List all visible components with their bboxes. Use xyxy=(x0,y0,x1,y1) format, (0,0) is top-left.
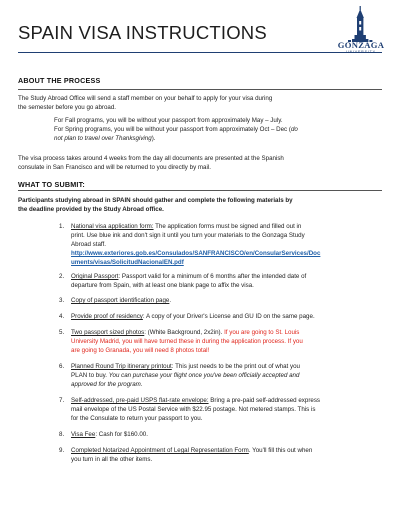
list-item: Completed Notarized Appointment of Legal Representation Form. You'll fill this out when xyxy=(71,447,313,454)
list-item: Planned Round Trip itinerary printout: This just needs to be the print out of what you xyxy=(71,363,300,370)
submit-lead-line-2: the deadline provided by the Study Abroad office. xyxy=(18,206,164,213)
item-number: 5. xyxy=(59,329,65,336)
item-number: 9. xyxy=(59,447,65,454)
list-item-cont: you turn in all the other items. xyxy=(71,456,153,463)
item-number: 4. xyxy=(59,313,65,320)
list-item: Visa Fee: Cash for $160.00. xyxy=(71,431,148,438)
spring-programs-note-cont: not plan to travel over Thanksgiving). xyxy=(54,135,156,142)
list-item: National visa application form: The application forms must be signed and filled out in xyxy=(71,223,302,230)
list-item-cont: approved for the program. xyxy=(71,381,143,388)
list-item: Provide proof of residency: A copy of your Driver's License and GU ID on the same page. xyxy=(71,313,315,320)
about-intro-line-1: The Study Abroad Office will send a staff member on your behalf to apply for your visa during xyxy=(18,95,273,102)
about-intro-line-2: the semester before you go abroad. xyxy=(18,104,117,111)
item-number: 6. xyxy=(59,363,65,370)
fall-programs-note: For Fall programs, you will be without your passport from approximately May – July. xyxy=(54,117,283,124)
photo-warning: University Madrid, you will have turned these in during the application process. If you xyxy=(71,338,303,345)
item-number: 7. xyxy=(59,397,65,404)
list-item: Original Passport: Passport valid for a minimum of 6 months after the intended date of xyxy=(71,273,307,280)
process-line-1: The visa process takes around 4 weeks from the day all documents are presented at the Spanish xyxy=(18,155,284,162)
list-item-cont: mail envelope of the US Postal Service with $22.95 postage. Not metered stamps. This is xyxy=(71,406,316,413)
list-item-cont: print. Use blue ink and don't sign it until you turn your materials to the Gonzaga Study xyxy=(71,232,305,239)
list-item-cont: for the Consulate to return your passport to you. xyxy=(71,415,203,422)
spring-programs-note: For Spring programs, you will be without your passport from approximately Oct – Dec (do xyxy=(54,126,298,133)
visa-form-link-cont[interactable]: uments/visas/SolicitudNacionalEN.pdf xyxy=(71,259,184,266)
logo-wordmark: GONZAGA xyxy=(337,40,385,50)
photo-warning-cont: are going to Granada, you will need 8 photos total! xyxy=(71,347,210,354)
header-divider xyxy=(18,52,382,53)
about-underline xyxy=(18,89,382,90)
list-item: Self-addressed, pre-paid USPS flat-rate envelope: Bring a pre-paid self-addressed express xyxy=(71,397,321,404)
item-number: 1. xyxy=(59,223,65,230)
list-item-cont: Abroad staff. xyxy=(71,241,106,248)
process-line-2: consulate in San Francisco and will be returned to you directly by mail. xyxy=(18,164,211,171)
about-heading: ABOUT THE PROCESS xyxy=(18,76,101,85)
list-item: Two passport sized photos: (White Background, 2x2in). If you are going to St. Louis xyxy=(71,329,300,336)
page-title: SPAIN VISA INSTRUCTIONS xyxy=(18,22,267,43)
visa-form-link[interactable]: http://www.exteriores.gob.es/Consulados/SANFRANCISCO/en/ConsularServices/Doc xyxy=(71,250,321,257)
list-item-cont: departure from Spain, with at least one blank page to affix the visa. xyxy=(71,282,254,289)
item-number: 2. xyxy=(59,273,65,280)
submit-heading: WHAT TO SUBMIT: xyxy=(18,180,86,189)
list-item: Copy of passport identification page. xyxy=(71,297,172,304)
item-number: 3. xyxy=(59,297,65,304)
list-item-cont: PLAN to buy. You can purchase your flight once you've been officially accepted and xyxy=(71,372,300,379)
item-number: 8. xyxy=(59,431,65,438)
submit-underline xyxy=(18,190,382,191)
submit-lead-line-1: Participants studying abroad in SPAIN should gather and complete the following materials by xyxy=(18,197,293,204)
